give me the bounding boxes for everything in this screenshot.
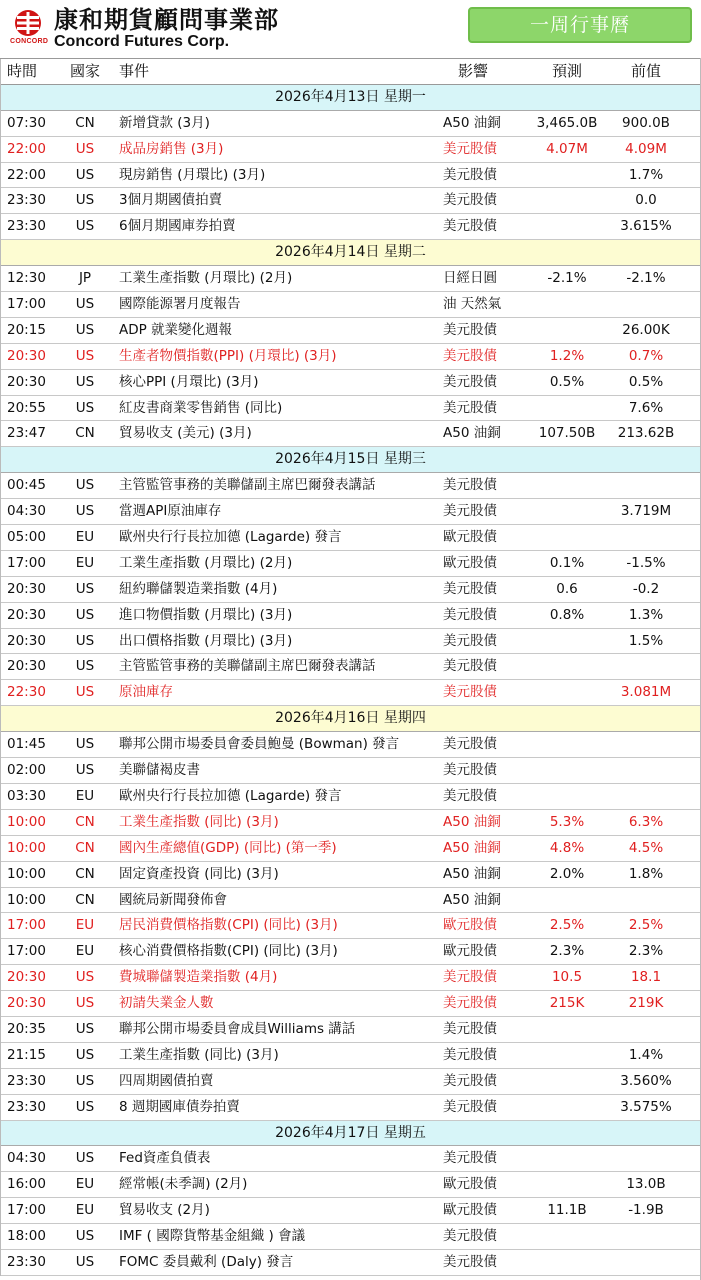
cell-country: US	[75, 296, 95, 313]
cell-event: 3個月期國債拍賣	[119, 192, 223, 209]
cell-event: 工業生產指數 (同比) (3月)	[119, 1046, 279, 1063]
cell-event: 經常帳(未季調) (2月)	[119, 1176, 248, 1193]
cell-previous: 3.615%	[620, 218, 672, 235]
cell-time: 20:30	[7, 606, 46, 623]
cell-event: 當週API原油庫存	[119, 503, 222, 520]
cell-time: 10:00	[7, 865, 46, 882]
cell-previous: 3.560%	[620, 1072, 672, 1089]
cell-time: 20:30	[7, 995, 46, 1012]
table-row	[0, 396, 701, 422]
table-row	[0, 188, 701, 214]
cell-country: EU	[75, 943, 95, 960]
table-row	[0, 163, 701, 189]
cell-country: US	[75, 1072, 95, 1089]
cell-country: US	[75, 347, 95, 364]
cell-impact: 美元股債	[443, 580, 497, 597]
table-row	[0, 965, 701, 991]
cell-country: EU	[75, 1202, 95, 1219]
cell-impact: 美元股債	[443, 218, 497, 235]
table-row	[0, 214, 701, 240]
cell-impact: 美元股債	[443, 1020, 497, 1037]
cell-impact: 美元股債	[443, 787, 497, 804]
cell-impact: 美元股債	[443, 503, 497, 520]
cell-time: 02:00	[7, 762, 46, 779]
table-row	[0, 111, 701, 137]
cell-impact: 美元股債	[443, 373, 497, 390]
cell-previous: 1.5%	[628, 632, 664, 649]
table-row	[0, 266, 701, 292]
cell-country: EU	[75, 917, 95, 934]
cell-country: CN	[75, 891, 95, 908]
table-row	[0, 137, 701, 163]
cell-impact: 美元股債	[443, 1046, 497, 1063]
logo-chinese-name: 康和期貨顧問事業部	[54, 6, 279, 34]
table-row	[0, 421, 701, 447]
cell-impact: 歐元股債	[443, 917, 497, 934]
cell-previous: 1.3%	[628, 606, 664, 623]
cell-time: 22:00	[7, 166, 46, 183]
cell-time: 07:30	[7, 114, 46, 131]
cell-time: 20:30	[7, 347, 46, 364]
table-row	[0, 1043, 701, 1069]
cell-previous: 0.0	[635, 192, 657, 209]
cell-time: 10:00	[7, 839, 46, 856]
cell-time: 20:30	[7, 632, 46, 649]
cell-event: 成品房銷售 (3月)	[119, 140, 224, 157]
cell-impact: 美元股債	[443, 1072, 497, 1089]
cell-impact: 歐元股債	[443, 529, 497, 546]
cell-event: 現房銷售 (月環比) (3月)	[119, 166, 266, 183]
table-row	[0, 370, 701, 396]
cell-previous: 4.09M	[625, 140, 667, 157]
cell-forecast: -2.1%	[547, 270, 587, 287]
table-row	[0, 577, 701, 603]
cell-event: 工業生產指數 (月環比) (2月)	[119, 270, 293, 287]
cell-country: US	[75, 399, 95, 416]
table-row	[0, 810, 701, 836]
table-row	[0, 758, 701, 784]
cell-forecast: 11.1B	[547, 1202, 587, 1219]
cell-event: 國際能源署月度報告	[119, 296, 241, 313]
company-logo	[8, 6, 283, 52]
cell-impact: 歐元股債	[443, 943, 497, 960]
cell-previous: 7.6%	[628, 399, 664, 416]
cell-time: 20:30	[7, 658, 46, 675]
cell-impact: A50 油銅	[443, 891, 501, 908]
table-row	[0, 732, 701, 758]
cell-previous: -1.9B	[628, 1202, 664, 1219]
cell-time: 23:30	[7, 1253, 46, 1270]
cell-previous: 18.1	[630, 969, 662, 986]
table-row	[0, 1198, 701, 1224]
cell-country: US	[75, 1228, 95, 1245]
cell-time: 17:00	[7, 1202, 46, 1219]
cell-impact: 美元股債	[443, 969, 497, 986]
table-row	[0, 292, 701, 318]
header-time: 時間	[7, 62, 38, 80]
cell-event: 四周期國債拍賣	[119, 1072, 214, 1089]
header-impact: 影響	[458, 62, 489, 80]
header-previous: 前值	[630, 62, 661, 80]
cell-time: 10:00	[7, 891, 46, 908]
cell-country: CN	[75, 813, 95, 830]
cell-country: EU	[75, 554, 95, 571]
cell-event: 初請失業金人數	[119, 995, 214, 1012]
cell-impact: 美元股債	[443, 477, 497, 494]
cell-country: CN	[75, 425, 95, 442]
cell-impact: 美元股債	[443, 1098, 497, 1115]
cell-country: US	[75, 969, 95, 986]
cell-impact: 美元股債	[443, 1150, 497, 1167]
table-row	[0, 1250, 701, 1276]
table-header-row	[0, 59, 701, 85]
cell-country: US	[75, 684, 95, 701]
cell-previous: -0.2	[632, 580, 660, 597]
cell-impact: 美元股債	[443, 347, 497, 364]
cell-event: 美聯儲褐皮書	[119, 762, 200, 779]
date-label: 2026年4月13日 星期一	[275, 88, 426, 105]
cell-country: CN	[75, 865, 95, 882]
cell-event: IMF ( 國際貨幣基金組織 ) 會議	[119, 1228, 306, 1245]
cell-time: 21:15	[7, 1046, 46, 1063]
cell-country: US	[75, 1046, 95, 1063]
cell-time: 16:00	[7, 1176, 46, 1193]
cell-impact: A50 油銅	[443, 813, 501, 830]
cell-forecast: 2.0%	[549, 865, 585, 882]
cell-time: 20:15	[7, 321, 46, 338]
cell-country: US	[75, 321, 95, 338]
cell-previous: 3.575%	[620, 1098, 672, 1115]
cell-country: CN	[75, 114, 95, 131]
cell-time: 20:55	[7, 399, 46, 416]
cell-impact: 歐元股債	[443, 554, 497, 571]
cell-forecast: 1.2%	[549, 347, 585, 364]
cell-impact: 美元股債	[443, 166, 497, 183]
cell-time: 20:30	[7, 580, 46, 597]
header-forecast: 預測	[551, 62, 582, 80]
cell-time: 18:00	[7, 1228, 46, 1245]
cell-event: 出口價格指數 (月環比) (3月)	[119, 632, 293, 649]
date-band	[0, 240, 701, 266]
cell-forecast: 5.3%	[549, 813, 585, 830]
cell-time: 17:00	[7, 296, 46, 313]
cell-event: 主管監管事務的美聯儲副主席巴爾發表講話	[119, 477, 376, 494]
cell-impact: 美元股債	[443, 192, 497, 209]
cell-event: 進口物價指數 (月環比) (3月)	[119, 606, 293, 623]
cell-event: 歐州央行行長拉加德 (Lagarde) 發言	[119, 787, 342, 804]
cell-forecast: 3,465.0B	[536, 114, 598, 131]
cell-country: US	[75, 580, 95, 597]
date-band	[0, 1121, 701, 1147]
cell-forecast: 10.5	[551, 969, 583, 986]
cell-time: 17:00	[7, 554, 46, 571]
cell-event: 聯邦公開市場委員會委員鮑曼 (Bowman) 發言	[119, 736, 400, 753]
cell-forecast: 0.8%	[549, 606, 585, 623]
cell-event: 新增貸款 (3月)	[119, 114, 210, 131]
date-label: 2026年4月14日 星期二	[275, 244, 426, 261]
cell-country: US	[75, 762, 95, 779]
table-row	[0, 1017, 701, 1043]
table-row	[0, 1146, 701, 1172]
table-row	[0, 629, 701, 655]
cell-event: 原油庫存	[119, 684, 173, 701]
cell-country: US	[75, 192, 95, 209]
cell-previous: 3.719M	[620, 503, 672, 520]
cell-time: 04:30	[7, 1150, 46, 1167]
cell-time: 05:00	[7, 529, 46, 546]
cell-time: 23:30	[7, 1072, 46, 1089]
table-row	[0, 525, 701, 551]
cell-country: JP	[78, 270, 92, 287]
cell-time: 23:30	[7, 1098, 46, 1115]
cell-time: 10:00	[7, 813, 46, 830]
logo-english-name: Concord Futures Corp.	[54, 33, 230, 50]
cell-event: ADP 就業變化週報	[119, 321, 233, 338]
cell-country: US	[75, 1253, 95, 1270]
table-row	[0, 344, 701, 370]
date-band	[0, 447, 701, 473]
cell-country: US	[75, 632, 95, 649]
cell-time: 20:35	[7, 1020, 46, 1037]
cell-event: 居民消費價格指數(CPI) (同比) (3月)	[119, 917, 338, 934]
cell-forecast: 4.07M	[546, 140, 588, 157]
cell-previous: 0.7%	[628, 347, 664, 364]
table-row	[0, 1224, 701, 1250]
cell-forecast: 2.3%	[549, 943, 585, 960]
cell-time: 17:00	[7, 943, 46, 960]
table-row	[0, 473, 701, 499]
cell-country: US	[75, 1020, 95, 1037]
cell-country: US	[75, 736, 95, 753]
cell-event: Fed資產負債表	[119, 1150, 211, 1167]
logo-mark-text: CONCORD	[10, 38, 49, 45]
cell-event: 貿易收支 (美元) (3月)	[119, 425, 252, 442]
cell-event: 固定資產投資 (同比) (3月)	[119, 865, 279, 882]
cell-previous: 900.0B	[622, 114, 670, 131]
cell-forecast: 215K	[549, 995, 585, 1012]
table-row	[0, 1172, 701, 1198]
cell-previous: 3.081M	[620, 684, 672, 701]
weekly-calendar-button[interactable]: 一周行事曆	[468, 7, 692, 43]
cell-time: 22:00	[7, 140, 46, 157]
table-row	[0, 680, 701, 706]
cell-country: US	[75, 1150, 95, 1167]
cell-forecast: 0.5%	[549, 373, 585, 390]
cell-previous: 4.5%	[628, 839, 664, 856]
cell-time: 20:30	[7, 373, 46, 390]
cell-time: 17:00	[7, 917, 46, 934]
table-row	[0, 551, 701, 577]
cell-time: 04:30	[7, 503, 46, 520]
cell-impact: 美元股債	[443, 736, 497, 753]
cell-event: 聯邦公開市場委員會成員Williams 講話	[119, 1020, 356, 1037]
cell-previous: -1.5%	[626, 554, 666, 571]
cell-previous: 2.3%	[628, 943, 664, 960]
cell-impact: 美元股債	[443, 140, 497, 157]
cell-event: 工業生產指數 (月環比) (2月)	[119, 554, 293, 571]
cell-previous: 2.5%	[628, 917, 664, 934]
cell-impact: 美元股債	[443, 684, 497, 701]
cell-event: 費城聯儲製造業指數 (4月)	[119, 969, 278, 986]
cell-event: 核心PPI (月環比) (3月)	[119, 373, 259, 390]
table-row	[0, 1095, 701, 1121]
table-row	[0, 991, 701, 1017]
cell-previous: 13.0B	[626, 1176, 666, 1193]
cell-impact: 美元股債	[443, 399, 497, 416]
cell-time: 01:45	[7, 736, 46, 753]
date-label: 2026年4月15日 星期三	[275, 451, 426, 468]
cell-country: US	[75, 166, 95, 183]
cell-event: 貿易收支 (2月)	[119, 1202, 210, 1219]
table-row	[0, 862, 701, 888]
cell-impact: A50 油銅	[443, 839, 501, 856]
cell-country: US	[75, 503, 95, 520]
cell-previous: 1.4%	[628, 1046, 664, 1063]
cell-impact: 歐元股債	[443, 1176, 497, 1193]
cell-country: US	[75, 373, 95, 390]
table-row	[0, 603, 701, 629]
cell-country: US	[75, 606, 95, 623]
table-row	[0, 654, 701, 680]
cell-previous: 6.3%	[628, 813, 664, 830]
cell-event: 8 週期國庫債券拍賣	[119, 1098, 240, 1115]
cell-event: 紅皮書商業零售銷售 (同比)	[119, 399, 283, 416]
cell-country: EU	[75, 529, 95, 546]
table-row	[0, 499, 701, 525]
page-header	[0, 0, 701, 58]
economic-calendar-table	[0, 58, 701, 1276]
date-band	[0, 85, 701, 111]
cell-event: 核心消費價格指數(CPI) (同比) (3月)	[119, 943, 338, 960]
cell-impact: 美元股債	[443, 658, 497, 675]
table-row	[0, 913, 701, 939]
cell-time: 00:45	[7, 477, 46, 494]
table-row	[0, 784, 701, 810]
date-label: 2026年4月17日 星期五	[275, 1124, 426, 1141]
cell-event: FOMC 委員戴利 (Daly) 發言	[119, 1253, 294, 1270]
table-row	[0, 888, 701, 914]
cell-impact: 歐元股債	[443, 1202, 497, 1219]
date-label: 2026年4月16日 星期四	[275, 710, 426, 727]
table-body	[0, 85, 701, 1276]
cell-impact: 美元股債	[443, 995, 497, 1012]
cell-previous: 0.5%	[628, 373, 664, 390]
cell-time: 23:47	[7, 425, 46, 442]
cell-time: 20:30	[7, 969, 46, 986]
date-band	[0, 706, 701, 732]
cell-country: US	[75, 140, 95, 157]
cell-event: 國內生產總值(GDP) (同比) (第一季)	[119, 839, 337, 856]
cell-impact: 美元股債	[443, 1253, 497, 1270]
cell-forecast: 0.6	[556, 580, 578, 597]
cell-country: US	[75, 995, 95, 1012]
cell-event: 紐約聯儲製造業指數 (4月)	[119, 580, 278, 597]
cell-previous: 1.7%	[628, 166, 664, 183]
cell-previous: -2.1%	[626, 270, 666, 287]
cell-event: 主管監管事務的美聯儲副主席巴爾發表講話	[119, 658, 376, 675]
cell-forecast: 107.50B	[538, 425, 596, 442]
cell-country: CN	[75, 839, 95, 856]
cell-country: EU	[75, 1176, 95, 1193]
cell-event: 工業生產指數 (同比) (3月)	[119, 813, 279, 830]
cell-previous: 213.62B	[617, 425, 675, 442]
cell-country: US	[75, 477, 95, 494]
cell-country: US	[75, 218, 95, 235]
cell-impact: A50 油銅	[443, 865, 501, 882]
cell-impact: 美元股債	[443, 606, 497, 623]
cell-impact: 日經日圓	[443, 270, 497, 287]
cell-previous: 1.8%	[628, 865, 664, 882]
cell-event: 生產者物價指數(PPI) (月環比) (3月)	[119, 347, 337, 364]
concord-logo-icon	[8, 8, 48, 40]
cell-forecast: 2.5%	[549, 917, 585, 934]
cell-time: 23:30	[7, 192, 46, 209]
cell-event: 6個月期國庫券拍賣	[119, 218, 236, 235]
table-row	[0, 318, 701, 344]
cell-time: 12:30	[7, 270, 46, 287]
cell-previous: 26.00K	[622, 321, 670, 338]
cell-forecast: 0.1%	[549, 554, 585, 571]
cell-impact: A50 油銅	[443, 425, 501, 442]
cell-country: US	[75, 1098, 95, 1115]
cell-forecast: 4.8%	[549, 839, 585, 856]
cell-time: 23:30	[7, 218, 46, 235]
table-row	[0, 1069, 701, 1095]
cell-event: 歐州央行行長拉加德 (Lagarde) 發言	[119, 529, 342, 546]
cell-time: 03:30	[7, 787, 46, 804]
cell-impact: 美元股債	[443, 632, 497, 649]
cell-event: 國統局新聞發佈會	[119, 891, 227, 908]
cell-impact: 美元股債	[443, 1228, 497, 1245]
cell-country: EU	[75, 787, 95, 804]
cell-impact: 美元股債	[443, 321, 497, 338]
cell-impact: 美元股債	[443, 762, 497, 779]
cell-country: US	[75, 658, 95, 675]
cell-impact: A50 油銅	[443, 114, 501, 131]
cell-time: 22:30	[7, 684, 46, 701]
header-country: 國家	[70, 62, 101, 80]
table-row	[0, 836, 701, 862]
cell-previous: 219K	[628, 995, 664, 1012]
header-event: 事件	[119, 62, 150, 80]
cell-impact: 油 天然氣	[443, 296, 502, 313]
table-row	[0, 939, 701, 965]
